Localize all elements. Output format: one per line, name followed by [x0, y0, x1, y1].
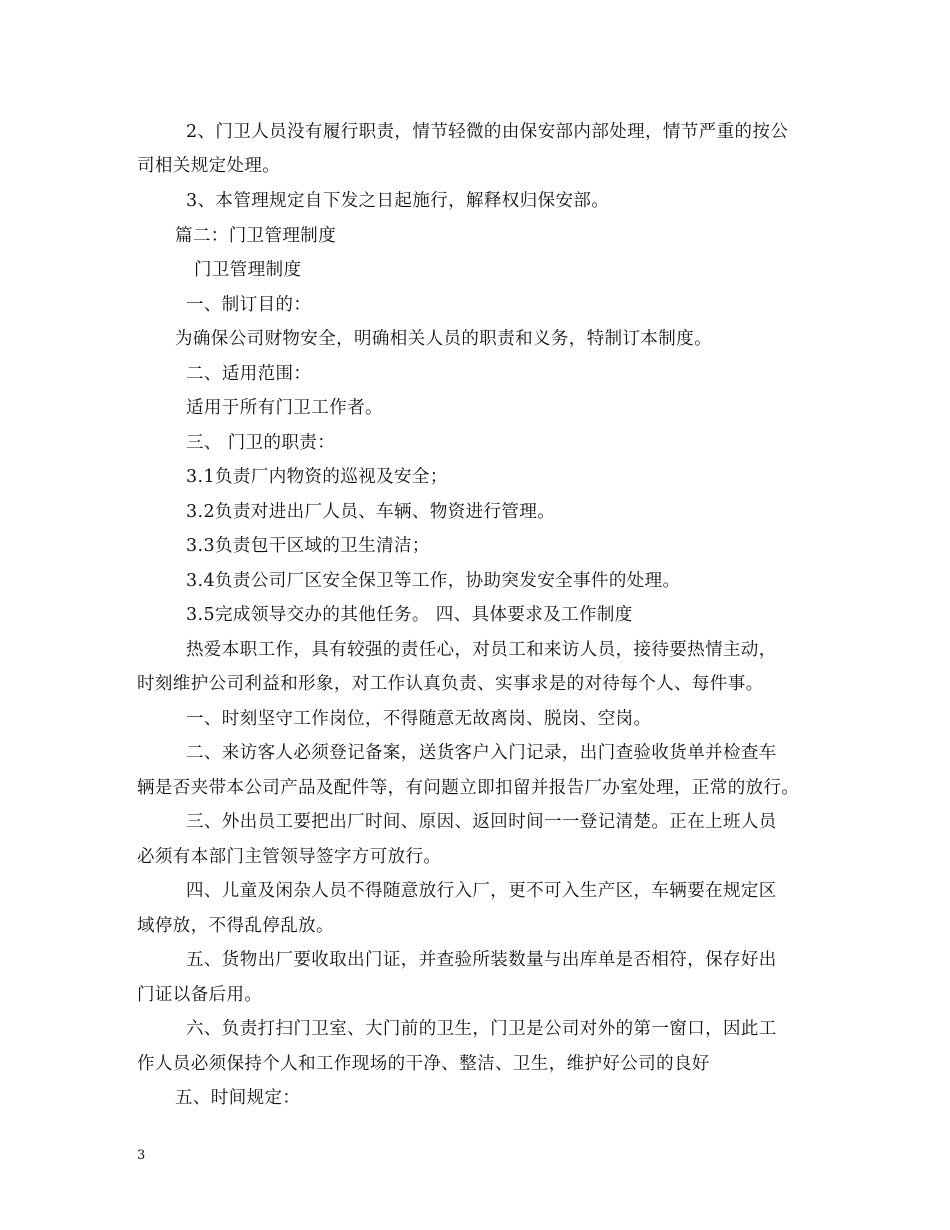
paragraph-line: 司相关规定处理。 — [137, 156, 281, 176]
paragraph-line: 辆是否夹带本公司产品及配件等，有问题立即扣留并报告厂办室处理，正常的放行。 — [137, 778, 800, 798]
paragraph-line: 三、外出员工要把出厂时间、原因、返回时间一一登记清楚。正在上班人员 — [186, 812, 777, 832]
section-heading: 篇二：门卫管理制度 — [175, 226, 337, 246]
paragraph-line: 适用于所有门卫工作者。 — [186, 398, 383, 418]
list-item: 3.1负责厂内物资的巡视及安全； — [186, 467, 448, 487]
list-item: 3.2负责对进出厂人员、车辆、物资进行管理。 — [186, 502, 556, 522]
paragraph-line: 2、门卫人员没有履行职责，情节轻微的由保安部内部处理，情节严重的按公 — [186, 122, 789, 142]
paragraph-line: 门证以备后用。 — [137, 985, 263, 1005]
paragraph-line: 为确保公司财物安全，明确相关人员的职责和义务，特制订本制度。 — [175, 329, 712, 349]
paragraph-line: 二、来访客人必须登记备案，送货客户入门记录，出门查验收货单并检查车 — [186, 743, 777, 763]
paragraph-line: 一、时刻坚守工作岗位，不得随意无故离岗、脱岗、空岗。 — [186, 709, 652, 729]
paragraph-line: 必须有本部门主管领导签字方可放行。 — [137, 847, 442, 867]
paragraph-line: 热爱本职工作，具有较强的责任心，对员工和来访人员，接待要热情主动， — [186, 640, 777, 660]
list-item: 3.5完成领导交办的其他任务。 四、具体要求及工作制度 — [186, 605, 633, 625]
page-number: 3 — [137, 1148, 146, 1163]
section-heading: 一、制订目的： — [186, 295, 312, 315]
paragraph-line: 时刻维护公司利益和形象，对工作认真负责、实事求是的对待每个人、每件事。 — [137, 674, 764, 694]
paragraph-line: 四、儿童及闲杂人员不得随意放行入厂，更不可入生产区，车辆要在规定区 — [186, 881, 777, 901]
section-heading: 三、 门卫的职责： — [186, 433, 336, 453]
paragraph-line: 3、本管理规定自下发之日起施行，解释权归保安部。 — [186, 191, 610, 211]
paragraph-line: 六、负责打扫门卫室、大门前的卫生，门卫是公司对外的第一窗口，因此工 — [186, 1019, 777, 1039]
section-heading: 二、适用范围： — [186, 364, 312, 384]
paragraph-line: 作人员必须保持个人和工作现场的干净、整洁、卫生，维护好公司的良好 — [137, 1054, 710, 1074]
section-heading: 五、时间规定： — [175, 1088, 301, 1108]
list-item: 3.3负责包干区域的卫生清洁； — [186, 536, 430, 556]
paragraph-line: 五、货物出厂要收取出门证，并查验所装数量与出库单是否相符，保存好出 — [186, 950, 777, 970]
paragraph-line: 域停放，不得乱停乱放。 — [137, 916, 334, 936]
list-item: 3.4负责公司厂区安全保卫等工作，协助突发安全事件的处理。 — [186, 571, 681, 591]
document-title: 门卫管理制度 — [194, 260, 302, 280]
